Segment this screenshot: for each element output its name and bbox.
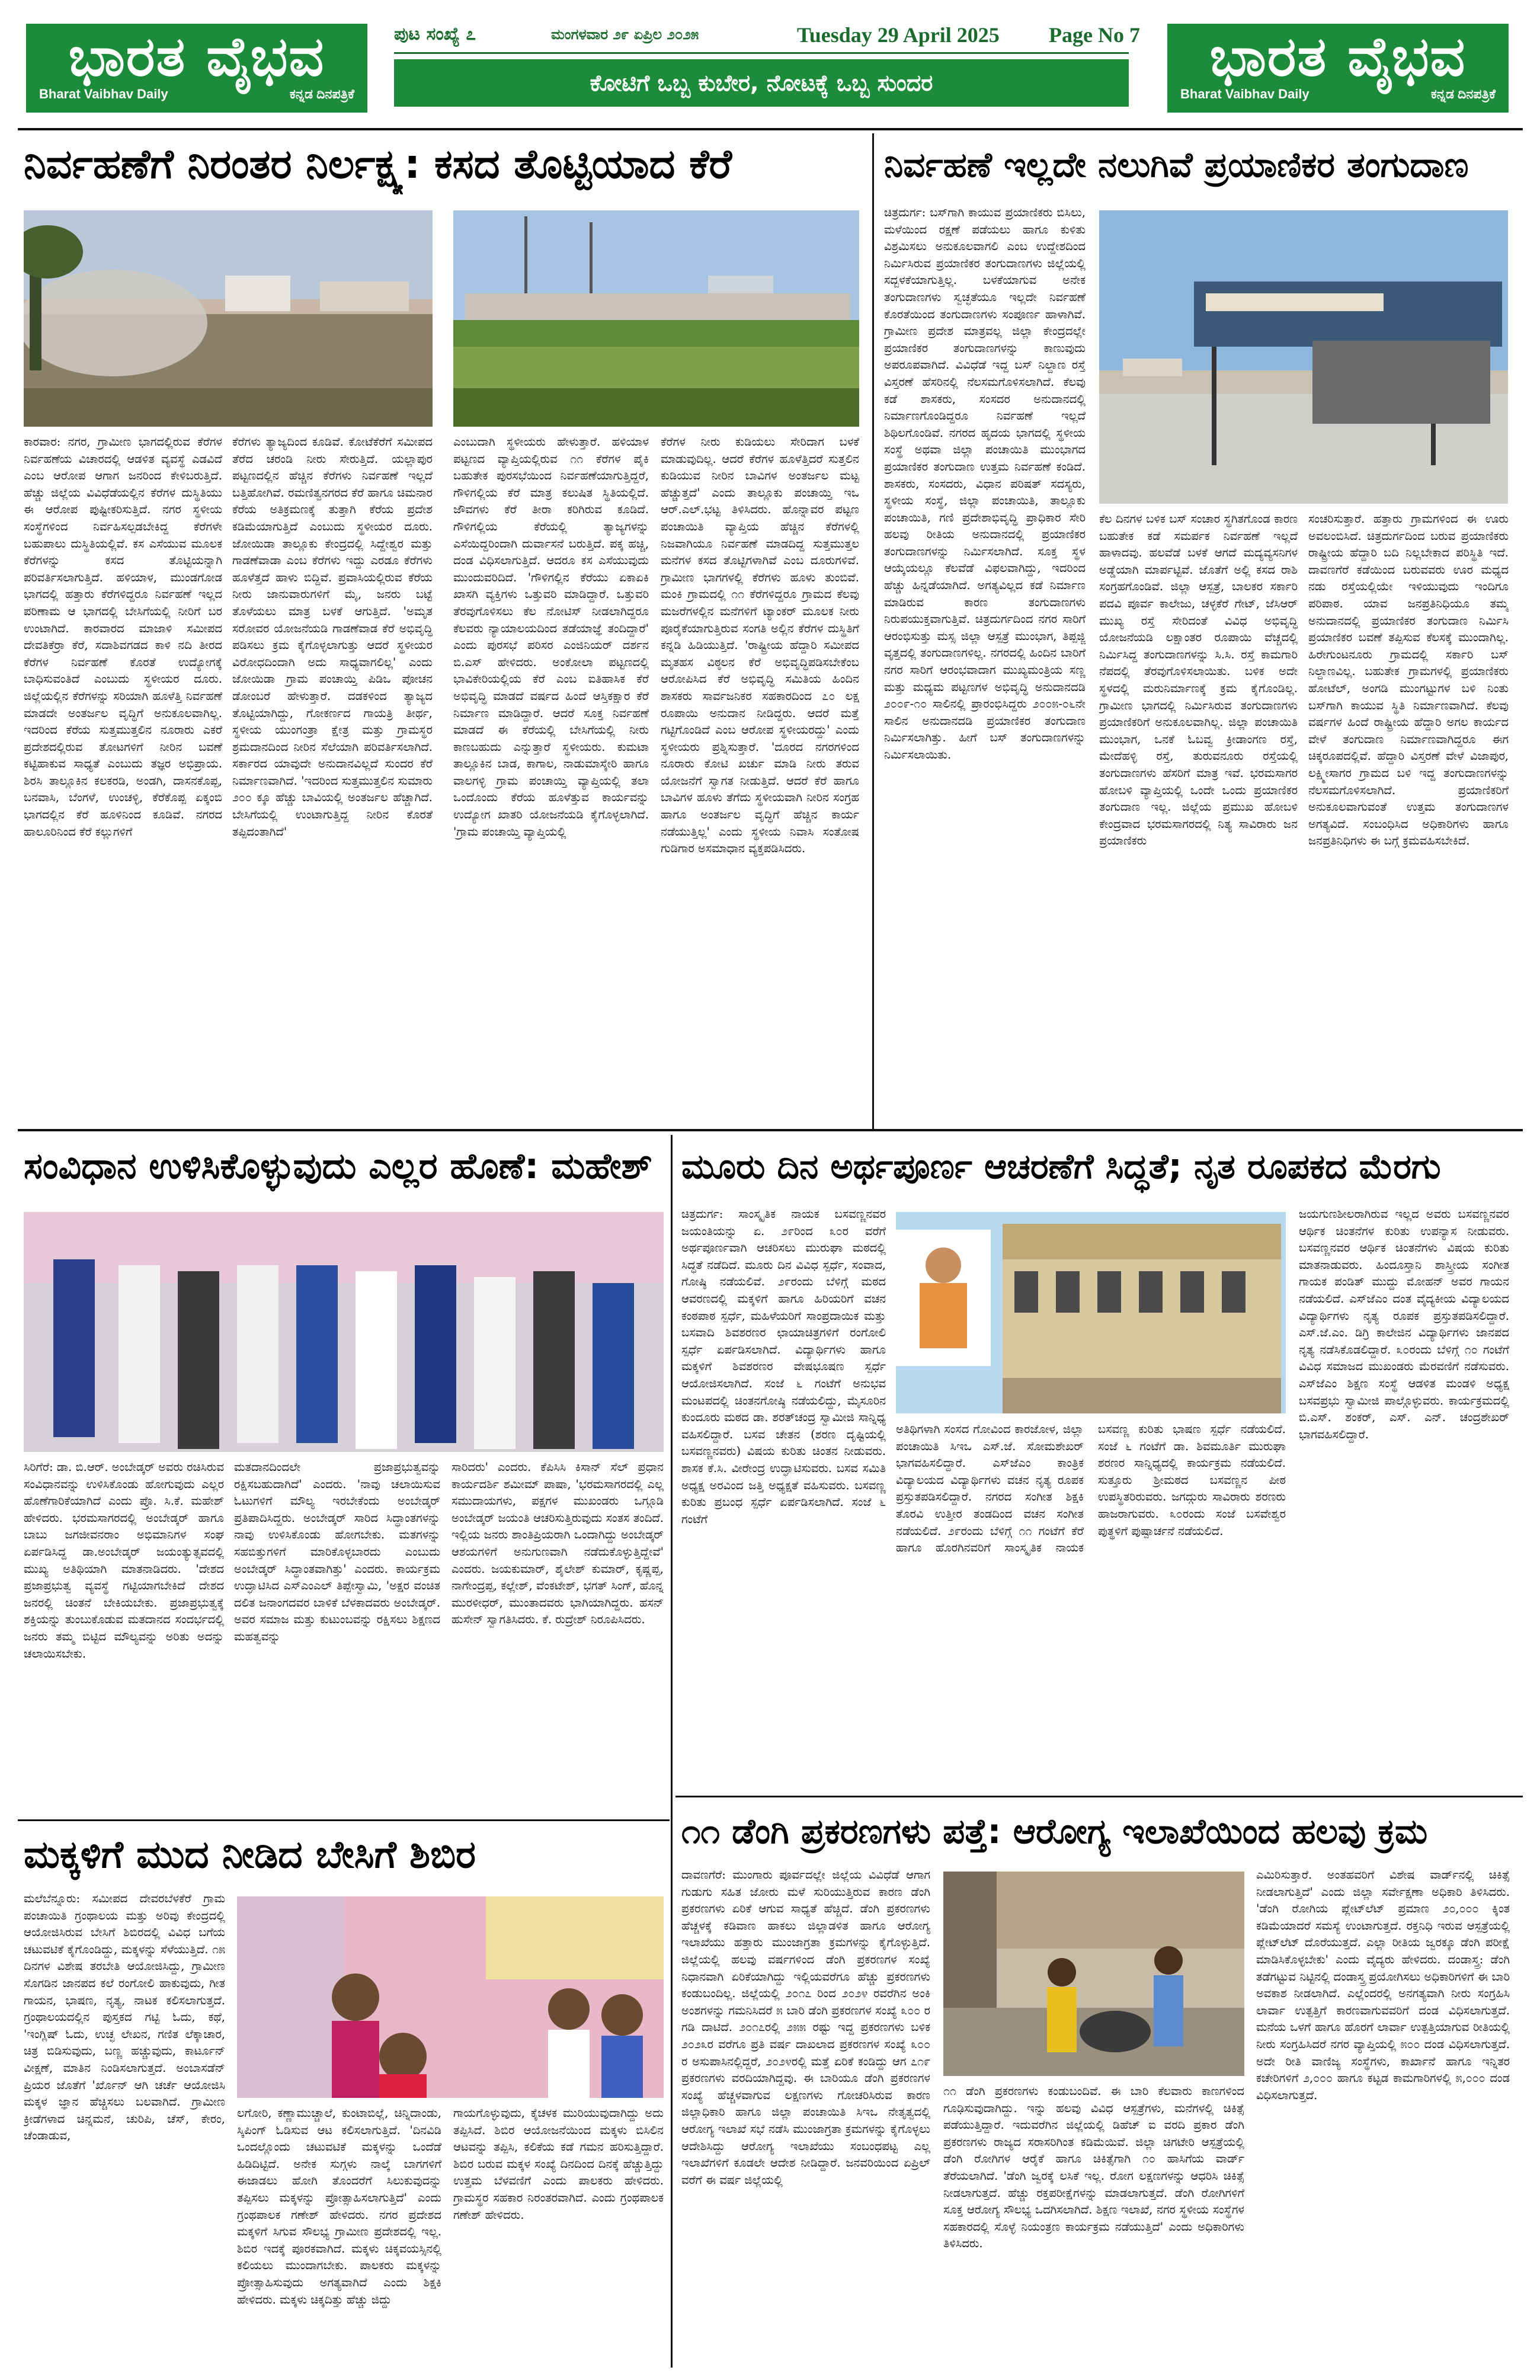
date-en: Tuesday 29 April 2025 (797, 23, 1000, 47)
date-kn: ಮಂಗಳವಾರ ೨೯ ಏಪ್ರಿಲ ೨೦೨೫ (551, 26, 699, 43)
dengue-column-1: ದಾವಣಗೆರೆ: ಮುಂಗಾರು ಪೂರ್ವದಲ್ಲೇ ಜಿಲ್ಲೆಯ ವಿವಿಧೆಡೆ ಆಗಾಗ ಗುಡುಗು ಸಹಿತ ಜೋರು ಮಳೆ ಸುರಿಯುತ್ತಿರುವ ಕಾರಣ ಡೆಂಗಿ ಪ್ರಕರಣಗಳು ಏರಿಕೆ ಆಗುವ ಸಾಧ್ಯತೆ ಹೆಚ್ಚಿದೆ. ಡೆಂಗಿ ಪ್ರಕರಣಗಳು ಹೆಚ್ಚಳಕ್ಕೆ ಕಡಿವಾಣ ಹಾಕಲು ಜಿಲ್ಲಾಡಳಿತ ಹಾಗೂ ಆರೋಗ್ಯ ಇಲಾಖೆಯು ಹತ್ತಾರು ಮುಂಜಾಗ್ರತಾ ಕ್ರಮಗಳನ್ನು ಕೈಗೊಳ್ಳುತ್ತಿದೆ. ಜಿಲ್ಲೆಯಲ್ಲಿ ಹಲವು ವರ್ಷಗಳಿಂದ ಡೆಂಗಿ ಪ್ರಕರಣಗಳ ಸಂಖ್ಯೆ ನಿಧಾನವಾಗಿ ಏರಿಕೆಯಾಗಿದ್ದು ಇಲ್ಲಿಯವರೆಗೂ ಹೆಚ್ಚು ಪ್ರಕರಣಗಳು ಕಂಡುಬಂದಿಲ್ಲ. ಜಿಲ್ಲೆಯಲ್ಲಿ ೨೦೧೭ ರಿಂದ ೨೦೨೪ ರವರೆಗಿನ ಅಂಕಿ ಅಂಶಗಳನ್ನು ಗಮನಿಸಿದರೆ ೫ ಬಾರಿ ಡೆಂಗಿ ಪ್ರಕರಣಗಳ ಸಂಖ್ಯೆ ೩೦೦ ರ ಗಡಿ ದಾಟಿದೆ. ೨೦೧೭ರಲ್ಲಿ ೨೫೫ ರಷ್ಟು ಇದ್ದ ಪ್ರಕರಣಗಳು ಬಳಿಕ ೨೦೨೩ರ ವರೆಗೂ ಪ್ರತಿ ವರ್ಷ ದಾಖಲಾದ ಪ್ರಕರಣಗಳ ಸಂಖ್ಯೆ ೩೦೦ ರ ಅಸುಪಾಸಿನಲ್ಲಿದ್ದರೆ, ೨೦೨೪ರಲ್ಲಿ ಮತ್ತೆ ಏರಿಕೆ ಕಂಡಿದ್ದು ಆಗ ೭೧೯ ಪ್ರಕರಣಗಳು ವರದಿಯಾಗಿದ್ದವು. ಈ ಬಾರಿಯೂ ಡೆಂಗಿ ಪ್ರಕರಣಗಳ ಸಂಖ್ಯೆ ಹೆಚ್ಚಳವಾಗುವ ಲಕ್ಷಣಗಳು ಗೋಚರಿಸಿರುವ ಕಾರಣ ಜಿಲ್ಲಾಧಿಕಾರಿ ಹಾಗೂ ಜಿಲ್ಲಾ ಪಂಚಾಯಿತಿ ಸಿಇಒ ನೇತೃತ್ವದಲ್ಲಿ ಆರೋಗ್ಯ ಇಲಾಖೆ ಸಭೆ ನಡೆಸಿ ಮುಂಜಾಗ್ರತಾ ಕ್ರಮಗಳನ್ನು ಕೈಗೊಳ್ಳಲು ಆದೇಶಿಸಿದ್ದು ಆರೋಗ್ಯ ಇಲಾಖೆಯು ಸಂಬಂಧಪಟ್ಟ ಎಲ್ಲ ಇಲಾಖೆಗಳಿಗೆ ಕೂಡಲೇ ಆದೇಶ ನೀಡಿದ್ದಾರೆ. ಜನವರಿಯಿಂದ ಏಪ್ರಿಲ್ ವರೆಗೆ ಈ ವರ್ಷ ಜಿಲ್ಲೆಯಲ್ಲಿ (681, 1868, 930, 2187)
lake-photo-1 (24, 210, 433, 427)
camp-photo (237, 1896, 664, 2098)
lake-photo-2 (453, 210, 859, 427)
dance-column-3: ಜಯಗುಣಶೀಲರಾಗಿರುವ ಇಲ್ಲದ ಅವರು ಬಸವಣ್ಣನವರ ಆರ್ಥಿಕ ಚಿಂತನೆಗಳ ಕುರಿತು ಉಪನ್ಯಾಸ ನೀಡುವರು. ಬಸವಣ್ಣನವರ ಆರ್ಥಿಕ ಚಿಂತನೆಗಳು ವಿಷಯ ಕುರಿತು ಮಾತನಾಡುವರು. ಹಿಂದೂಸ್ತಾನಿ ಶಾಸ್ತ್ರೀಯ ಸಂಗೀತ ಗಾಯಕ ಪಂಡಿತ್ ಮುದ್ದು ಮೋಹನ್ ಅವರ ಗಾಯನ ನಡೆಯಲಿದೆ. ಎಸ್‌ಜೆಎಂ ದಂತ ವೈದ್ಯಕೀಯ ವಿದ್ಯಾಲಯದ ವಿದ್ಯಾರ್ಥಿಗಳು ನೃತ್ಯ ರೂಪಕ ಪ್ರಸ್ತುತಪಡಿಸಲಿದ್ದಾರೆ. ಎಸ್.ಜೆ.ಎಂ. ಡಿಗ್ರಿ ಕಾಲೇಜಿನ ವಿದ್ಯಾರ್ಥಿಗಳು ಜಾನಪದ ನೃತ್ಯ ನಡೆಸಿಕೊಡಲಿದ್ದಾರೆ. ೩೦ರಂದು ಬೆಳಿಗ್ಗೆ ೧೦ ಗಂಟೆಗೆ ವಿವಿಧ ಸಮಾಜದ ಮುಖಂಡರು ಮೆರವಣಿಗೆ ನಡೆಸುವರು. ಎಸ್‌ಜೆಎಂ ಶಿಕ್ಷಣ ಸಂಸ್ಥೆ ಆಡಳಿತ ಮಂಡಳಿ ಅಧ್ಯಕ್ಷ ಬಸವಪ್ರಭು ಸ್ವಾಮೀಜಿ ಪಾಲ್ಗೊಳ್ಳುವರು. ಕಾರ್ಯಕ್ರಮದಲ್ಲಿ ಬಿ.ಎಸ್. ಶಂಕರ್, ಎಸ್. ಎನ್. ಚಂದ್ರಶೇಖರ್ ಭಾಗವಹಿಸಲಿದ್ದಾರೆ. (1299, 1207, 1509, 1441)
masthead-banner: ಕೋಟಿಗೆ ಒಬ್ಬ ಕುಬೇರ, ನೋಟಕ್ಕೆ ಒಬ್ಬ ಸುಂದರ (394, 59, 1129, 107)
logo-sub-en: Bharat Vaibhav Daily (39, 87, 168, 101)
lake-headline: ನಿರ್ವಹಣೆಗೆ ನಿರಂತರ ನಿರ್ಲಕ್ಷ್ಯ: ಕಸದ ತೊಟ್ಟಿಯಾದ ಕೆರೆ (24, 141, 732, 188)
camp-column-1: ಮಲೆಬೆನ್ನೂರು: ಸಮೀಪದ ದೇವರಬೆಳಕೆರೆ ಗ್ರಾಮ ಪಂಚಾಯಿತಿ ಗ್ರಂಥಾಲಯ ಮತ್ತು ಅರಿವು ಕೇಂದ್ರದಲ್ಲಿ ಆಯೋಜಿಸಿರುವ ಬೇಸಿಗೆ ಶಿಬಿರದಲ್ಲಿ ವಿವಿಧ ಬಗೆಯ ಚಟುವಟಿಕೆ ಕೈಗೊಂಡಿದ್ದು, ಮಕ್ಕಳನ್ನು ಸೆಳೆಯುತ್ತಿದೆ. ೧೫ ದಿನಗಳ ವಿಶೇಷ ತರಬೇತಿ ಆಯೋಜಿಸಿದ್ದು, ಗ್ರಾಮೀಣ ಸೊಗಡಿನ ಜಾನಪದ ಕಲೆ ರಂಗೋಲಿ ಹಾಕುವುದು, ಗೀತ ಗಾಯನ, ಭಾಷಣ, ನೃತ್ಯ, ನಾಟಕ ಕಲಿಸಲಾಗುತ್ತದೆ. ಗ್ರಂಥಾಲಯದಲ್ಲಿನ ಪುಸ್ತಕದ ಗಟ್ಟಿ ಓದು, ಕಥೆ, 'ಇಂಗ್ಲಿಷ್ ಓದು, ಉಚ್ಛ ಲೇಖನ, ಗಣಿತ ಲೆಕ್ಕಾಚಾರ, ಚಿತ್ರ ಬಿಡಿಸುವುದು, ಬಣ್ಣ ಹಚ್ಚುವುದು, ಕಾರ್ಟೂನ್ ವೀಕ್ಷಣೆ, ಮಾತಿನ ನಿಂಡಿಸಲಾಗುತ್ತದೆ. ಅಂಬಾಸಡೆನ್ ಪ್ರಿಯರ ಜೊತೆಗೆ 'ರ್ಖೊನ್ ಆಗಿ ಚರ್ಚೆ ಆಯೋಜಿಸಿ ಮಕ್ಕಳ ಜ್ಞಾನ ಹೆಚ್ಚಿಸಲು ಬಲವಾಗಿದೆ. ಗ್ರಾಮೀಣ ಕ್ರೀಡೆಗಳಾದ ಚಿನ್ನಮನೆ, ಚುರಿಪಿ, ಚೆಸ್, ಕೇರಂ, ಚೆಂಡಾಡುವ, (24, 1892, 225, 2143)
constitution-column-1: ಸಿರಿಗೆರೆ: ಡಾ. ಬಿ.ಆರ್. ಅಂಬೇಡ್ಕರ್ ಅವರು ರಚಿಸಿರುವ ಸಂವಿಧಾನವನ್ನು ಉಳಿಸಿಕೊಂಡು ಹೋಗುವುದು ಎಲ್ಲರ ಹೊಣೆಗಾರಿಕೆಯಾಗಿದೆ ಎಂದು ಪ್ರೊ. ಸಿ.ಕೆ. ಮಹೇಶ್ ಹೇಳಿದರು. ಭರಮಸಾಗರದಲ್ಲಿ ಅಂಬೇಡ್ಕರ್ ಹಾಗೂ ಬಾಬು ಜಗಜೀವನರಾಂ ಅಭಿಮಾನಿಗಳ ಸಂಘ ಏರ್ಪಡಿಸಿದ್ದ ಡಾ.ಅಂಬೇಡ್ಕರ್ ಜಯಂತ್ಯುತ್ಸವದಲ್ಲಿ ಮುಖ್ಯ ಅತಿಥಿಯಾಗಿ ಮಾತನಾಡಿದರು. 'ದೇಶದ ಪ್ರಜಾಪ್ರಭುತ್ವ ವ್ಯವಸ್ಥೆ ಗಟ್ಟಿಯಾಗಬೇಕಿದೆ ದೇಶದ ಜನರಲ್ಲಿ ಚಿಂತನೆ ಬೇಕಿಯಬೇಕು. ಪ್ರಜಾಪ್ರಭುತ್ವಕ್ಕೆ ಶಕ್ತಿಯನ್ನು ತುಂಬುಕೊಡುವ ಮತದಾನದ ಸಂದರ್ಭದಲ್ಲಿ ಜನರು ತಮ್ಮ ಬಿಟ್ಟಿದ ಮೌಲ್ಯವನ್ನು ಅರಿತು ಅದನ್ನು ಚಲಾಯಿಸಬೇಕು. (24, 1460, 224, 1661)
constitution-column-3: ಸಾರಿದರು' ಎಂದರು. ಕೆಪಿಸಿಸಿ ಕಿಸಾನ್ ಸೆಲ್ ಪ್ರಧಾನ ಕಾರ್ಯದರ್ಶಿ ಶಮೀಮ್ ಪಾಷಾ, 'ಭರಮಸಾಗರದಲ್ಲಿ ಎಲ್ಲ ಸಮುದಾಯಗಳು, ಪಕ್ಷಗಳ ಮುಖಂಡರು ಒಗ್ಗೂಡಿ ಅಂಬೇಡ್ಕರ್ ಜಯಂತಿ ಆಚರಿಸುತ್ತಿರುವುದು ಸಂತಸ ತಂದಿದೆ. ಇಲ್ಲಿಯ ಜನರು ಶಾಂತಿಪ್ರಿಯರಾಗಿ ಒಂದಾಗಿದ್ದು ಅಂಬೇಡ್ಕರ್ ಆಶಯಗಳಿಗೆ ಅನುಗುಣವಾಗಿ ನಡೆದುಕೊಳ್ಳುತ್ತಿದ್ದೇವೆ' ಎಂದರು. ಜಯಕುಮಾರ್, ಶೈಲೇಶ್ ಕುಮಾರ್, ಕೃಷ್ಣಪ್ಪ, ನಾಗೇಂದ್ರಪ್ಪ, ಕಲ್ಲೇಶ್, ವೆಂಕಟೇಶ್, ಭಗತ್ ಸಿಂಗ್, ಹೊನ್ನ ಮುರಳೀಧರ್, ಮುಂತಾದವರು ಭಾಗಿಯಾಗಿದ್ದರು. ಹಸನ್ ಹುಸೇನ್ ಸ್ವಾಗತಿಸಿದರು. ಕೆ. ರುದ್ರೇಶ್ ನಿರೂಪಿಸಿದರು. (452, 1460, 664, 1627)
lake-column-2: ಕೆರೆಗಳು ತ್ಯಾಜ್ಯದಿಂದ ಕೂಡಿವೆ. ಕೋಟೆಕೆರೆಗೆ ಸಮೀಪದ ತೆರೆದ ಚರಂಡಿ ನೀರು ಸೇರುತ್ತಿದೆ. ಯಲ್ಲಾಪುರ ಪಟ್ಟಣದಲ್ಲಿನ ಹೆಚ್ಚಿನ ಕೆರೆಗಳು ನಿರ್ವಹಣೆ ಇಲ್ಲದೆ ಬತ್ತಿಹೋಗಿವೆ. ರಮಣಿತ್ವನಗರದ ಕೆರೆ ಹಾಗೂ ಚಿಮನಾರ ಕೆರೆಯ ಅತಿಕ್ರಮಣಕ್ಕೆ ತುತ್ತಾಗಿ ಕೆರೆಯ ಪ್ರದೇಶ ಕಡಿಮೆಯಾಗುತ್ತಿದೆ ಎಂಬುದು ಸ್ಥಳೀಯರ ದೂರು. ಜೋಯಿಡಾ ತಾಲ್ಲೂಕು ಕೇಂದ್ರದಲ್ಲಿ ಸಿದ್ದೇಶ್ವರ ಮತ್ತು ಗಾಡಣೆವಾಡಾ ಎಂಬ ಕೆರೆಗಳು ಇದ್ದು ಎರಡೂ ಕೆರೆಗಳು ಹೂಳೆತ್ತದೆ ಹಾಳು ಬಿದ್ದಿವೆ. ಪ್ರವಾಸಿಯಲ್ಲಿರುವ ಕೆರೆಯ ನೀರು ಜಾನುವಾರುಗಳಿಗೆ ಮೈ, ಜನರು ಬಟ್ಟೆ ತೊಳೆಯಲು ಮಾತ್ರ ಬಳಕೆ ಆಗುತ್ತಿದೆ. 'ಅಮೃತ ಸರೋವರ ಯೋಜನೆಯಡಿ ಗಾಡಣೆವಾಡ ಕೆರೆ ಅಭಿವೃದ್ಧಿ ಪಡಿಸಲು ಕ್ರಮ ಕೈಗೊಳ್ಳಲಾಗುತ್ತು ಆದರೆ ಸ್ಥಳೀಯರ ವಿರೋಧದಿಂದಾಗಿ ಅದು ಸಾಧ್ಯವಾಗಲಿಲ್ಲ' ಎಂದು ಜೋಯಿಡಾ ಗ್ರಾಮ ಪಂಚಾಯ್ತಿ ಪಿಡಿಒ ಪೋಚನ ಡೋಂಬರೆ ಹೇಳುತ್ತಾರೆ. ದಡಕಳಿಂದ ತ್ಯಾಜ್ಯದ ತೊಟ್ಟಿಯಾಗಿದ್ದು, ಗೋಕರ್ಣದ ಗಾಯತ್ರಿ ತೀರ್ಥ, ಸ್ಥಳೀಯ ಯುಂಗಂತ್ರಾ ಕ್ಷೇತ್ರ ಮತ್ತು ಗ್ರಾಮಸ್ಥರ ಶ್ರಮದಾನದಿಂದ ನೀರಿನ ಸೆಲೆಯಾಗಿ ಪರಿವರ್ತಿಸಲಾಗಿದೆ. ಸರ್ಕಾರದ ಯಾವುದೇ ಅನುದಾನವಿಲ್ಲದೆ ಸುಂದರ ಕೆರೆ ನಿರ್ಮಾಣವಾಗಿದೆ. 'ಇದರಿಂದ ಸುತ್ತಮುತ್ತಲಿನ ಸುಮಾರು ೨೦೦ ಕ್ಕೂ ಹೆಚ್ಚು ಬಾವಿಯಲ್ಲಿ ಅಂತರ್ಜಲ ಹೆಚ್ಚಾಗಿದೆ. ಬೇಸಿಗೆಯಲ್ಲಿ ಉಂಟಾಗುತ್ತಿದ್ದ ನೀರಿನ ಕೊರತೆ ತಪ್ಪಿದಂತಾಗಿದೆ' (232, 435, 433, 839)
camp-headline: ಮಕ್ಕಳಿಗೆ ಮುದ ನೀಡಿದ ಬೇಸಿಗೆ ಶಿಬಿರ (24, 1833, 476, 1877)
logo-sub-en-right: Bharat Vaibhav Daily (1180, 87, 1310, 101)
bus-column-1: ಚಿತ್ರದುರ್ಗ: ಬಸ್‌ಗಾಗಿ ಕಾಯುವ ಪ್ರಯಾಣಿಕರು ಬಿಸಿಲು, ಮಳೆಯಿಂದ ರಕ್ಷಣೆ ಪಡೆಯಲು ಹಾಗೂ ಕುಳಿತು ವಿಶ್ರಮಿಸಲು ಅನುಕೂಲವಾಗಲಿ ಎಂಬ ಉದ್ದೇಶದಿಂದ ನಿರ್ಮಿಸಿರುವ ಪ್ರಯಾಣಿಕರ ತಂಗುದಾಣಗಳು ಜಿಲ್ಲೆಯಲ್ಲಿ ಸದ್ಬಳಕೆಯಾಗುತ್ತಿಲ್ಲ. ಬಳಕೆಯಾಗುವ ಅನೇಕ ತಂಗುದಾಣಗಳು ಸ್ವಚ್ಛತೆಯೂ ಇಲ್ಲದೇ ನಿರ್ವಹಣೆ ಕೊರತೆಯಿಂದ ತಂಗುದಾಣಗಳು ಸಂಪೂರ್ಣ ಹಾಳಾಗಿವೆ. ಗ್ರಾಮೀಣ ಪ್ರದೇಶ ಮಾತ್ರವಲ್ಲ ಜಿಲ್ಲಾ ಕೇಂದ್ರದಲ್ಲೇ ಪ್ರಯಾಣಿಕರ ತಂಗುದಾಣಗಳನ್ನು ಕಾಣುವುದು ಅಪರೂಪವಾಗಿದೆ. ವಿವಿಧೆಡೆ ಇದ್ದ ಬಸ್ ನಿಲ್ದಾಣ ರಸ್ತೆ ವಿಸ್ತರಣೆ ಹೆಸರಿನಲ್ಲಿ ನೆಲಸಮಗೊಳಿಸಲಾಗಿದೆ. ಕೆಲವು ಕಡೆ ಶಾಸಕರು, ಸಂಸದರ ಅನುದಾನದಲ್ಲಿ ನಿರ್ಮಾಣಗೊಂಡಿದ್ದರೂ ನಿರ್ವಹಣೆ ಇಲ್ಲದೆ ಶಿಥಿಲಗೊಂಡಿವೆ. ನಗರದ ಹೃದಯ ಭಾಗದಲ್ಲಿ ಸ್ಥಳೀಯ ಸಂಸ್ಥೆ ಅಥವಾ ಜಿಲ್ಲಾ ಪಂಚಾಯಿತಿ ಮುಂಭಾಗದ ಪ್ರಯಾಣಿಕರ ತಂಗುದಾಣ ಉತ್ತಮ ನಿರ್ವಹಣೆ ಕಂಡಿದೆ. ಶಾಸಕರು, ಸಂಸದರು, ವಿಧಾನ ಪರಿಷತ್ ಸದಸ್ಯರು, ಸ್ಥಳೀಯ ಸಂಸ್ಥೆ, ಜಿಲ್ಲಾ ಪಂಚಾಯಿತಿ, ತಾಲ್ಲೂಕು ಪಂಚಾಯಿತಿ, ಗಣಿ ಪ್ರದೇಶಾಭಿವೃದ್ಧಿ ಪ್ರಾಧಿಕಾರ ಸೇರಿ ಹಲವು ರೀತಿಯ ಅನುದಾನದಲ್ಲಿ ಪ್ರಯಾಣಿಕರ ತಂಗುದಾಣಗಳನ್ನು ನಿರ್ಮಿಸಲಾಗಿದೆ. ಸೂಕ್ತ ಸ್ಥಳ ಆಯ್ಕೆಯಲ್ಲೂ ಕೆಲವೆಡೆ ವಿಫಲವಾಗಿದ್ದು, ಇದರಿಂದ ಹೆಚ್ಚು ಹಿನ್ನಡೆಯಾಗಿದೆ. ಅಗತ್ಯವಿಲ್ಲದ ಕಡೆ ನಿರ್ಮಾಣ ಮಾಡಿರುವ ಕಾರಣ ತಂಗುದಾಣಗಳು ನಿರುಪಯುಕ್ತವಾಗುತ್ತಿವೆ. ಚಿತ್ರದುರ್ಗದಿಂದ ನಗರ ಸಾರಿಗೆ ಆರಂಭಿಸುತ್ತು ಮಸ್ಸ ಜಿಲ್ಲಾ ಆಸ್ಪತ್ರೆ ಮುಂಭಾಗ, ತಿಪ್ಪಜ್ಜಿ ವೃತ್ತದಲ್ಲಿ ತಂಗುದಾಣಗಳಿಲ್ಲ. ನಗರದಲ್ಲಿ ಹಿಂದಿನ ಬಾರಿಗೆ ನಗರ ಸಾರಿಗೆ ಆರಂಭವಾದಾಗ ಮುಖ್ಯಮಂತ್ರಿಯ ಸಣ್ಣ ಮತ್ತು ಮಧ್ಯಮ ಪಟ್ಟಣಗಳ ಅಭಿವೃದ್ಧಿ ಅನುದಾನದಡಿ ೨೦೦೯-೧೦ ಸಾಲಿನಲ್ಲಿ ಪ್ರಾರಂಭಿಸಿದ್ದರು ೨೦೦೫-೦೬ನೇ ಸಾಲಿನ ಅನುದಾನದಡಿ ಪ್ರಯಾಣಿಕರ ತಂಗುದಾಣ ನಿರ್ಮಿಸಲಾಗಿತ್ತು. ಹೀಗೆ ಬಸ್ ತಂಗುದಾಣಗಳನ್ನು ನಿರ್ಮಿಸಲಾಯಿತು. (884, 206, 1086, 762)
page-no: Page No 7 (1049, 23, 1140, 47)
logo-title: ಭಾರತ ವೈಭವ (68, 25, 325, 88)
dengue-column-2: ೧೧ ಡೆಂಗಿ ಪ್ರಕರಣಗಳು ಕಂಡುಬಂದಿವೆ. ಈ ಬಾರಿ ಕೆಲವಾರು ಕಾಣಗಳಿಂದ ಗೂಢಿಸುವುದಾಗಿದ್ದು. ಇನ್ನು ಹಲವು ವಿವಿಧ ಆಸ್ಪತ್ರೆಗಳು, ಮನೆಗಳಲ್ಲಿ ಚಿಕಿತ್ಸೆ ಪಡೆಯುತ್ತಿದ್ದಾರೆ. ಇದುವರೆಗಿನ ಜಿಲ್ಲೆಯಲ್ಲಿ ಡಿಹೆಚ್ ಐ ವರದಿ ಪ್ರಕಾರ ಡೆಂಗಿ ಪ್ರಕರಣಗಳು ರಾಜ್ಯದ ಸರಾಸರಿಗಿಂತ ಕಡಿಮೆಯಿವೆ. ಜಿಲ್ಲಾ ಚಿಗಟೇರಿ ಆಸ್ಪತ್ರೆಯಲ್ಲಿ ಡೆಂಗಿ ರೋಗಿಗಳ ಆರೈಕೆ ಹಾಗೂ ಚಿಕಿತ್ಸೆಗಾಗಿ ೧೦ ಹಾಸಿಗೆಯ ವಾರ್ಡ್ ತೆರೆಯಲಾಗಿದೆ. 'ಡೆಂಗಿ ಜ್ವರಕ್ಕೆ ಲಸಿಕೆ ಇಲ್ಲ. ರೋಗ ಲಕ್ಷಣಗಳನ್ನು ಆಧರಿಸಿ ಚಿಕಿತ್ಸೆ ನೀಡಲಾಗುತ್ತದೆ. ಹೆಚ್ಚು ರಕ್ತಪರೀಕ್ಷೆಗಳನ್ನು ಮಾಡಲಾಗುತ್ತದೆ. ಡೆಂಗಿ ರೋಗಿಗಳಿಗೆ ಸೂಕ್ತ ಆರೋಗ್ಯ ಸೌಲಭ್ಯ ಒದಗಿಸಲಾಗಿದೆ. ಶಿಕ್ಷಣ ಇಲಾಖೆ, ನಗರ ಸ್ಥಳೀಯ ಸಂಸ್ಥೆಗಳ ಸಹಕಾರದಲ್ಲಿ ಸೊಳ್ಳೆ ನಿಯಂತ್ರಣ ಕಾರ್ಯಕ್ರಮ ನಡೆಯುತ್ತಿದೆ' ಎಂದು ಅಧಿಕಾರಿಗಳು ತಿಳಿಸಿದರು. (943, 2084, 1244, 2251)
middle-rule (18, 1129, 1523, 1131)
bus-headline: ನಿರ್ವಹಣೆ ಇಲ್ಲದೇ ನಲುಗಿವೆ ಪ್ರಯಾಣಿಕರ ತಂಗುದಾಣ (884, 145, 1469, 185)
camp-column-3: ಗಾಯಗೊಳ್ಳುವುದು, ಕೈಚಳಕ ಮುರಿಯುವುದಾಗಿದ್ದು ಅದು ತಪ್ಪಿಸಿದೆ. ಶಿಬಿರ ಆಯೋಜನೆಯಿಂದ ಮಕ್ಕಳು ಬಿಸಿಲಿನ ಆಟವನ್ನು ತಪ್ಪಿಸಿ, ಕಲಿಕೆಯ ಕಡೆ ಗಮನ ಹರಿಸುತ್ತಿದ್ದಾರೆ. ಶಿಬಿರ ಬರುವ ಮಕ್ಕಳ ಸಂಖ್ಯೆ ದಿನದಿಂದ ದಿನಕ್ಕೆ ಹೆಚ್ಚುತ್ತಿದ್ದು ಉತ್ತಮ ಬೆಳವಣಿಗೆ ಎಂದು ಪಾಲಕರು ಹೇಳಿದರು. ಗ್ರಾಮಸ್ಥರ ಸಹಕಾರ ನಿರಂತರವಾಗಿದೆ. ಎಂದು ಗ್ರಂಥಪಾಲಕ ಗಣೇಶ್ ಹೇಳಿದರು. (453, 2106, 664, 2222)
page-number-kn: ಪುಟ ಸಂಖ್ಯೆ ೭ (394, 24, 476, 44)
dengue-headline: ೧೧ ಡೆಂಗಿ ಪ್ರಕರಣಗಳು ಪತ್ತೆ: ಆರೋಗ್ಯ ಇಲಾಖೆಯಿಂದ ಹಲವು ಕ್ರಮ (681, 1811, 1428, 1851)
top-rule (18, 128, 1523, 130)
logo-sub-kn: ಕನ್ನಡ ದಿನಪತ್ರಿಕೆ (289, 87, 354, 101)
bus-column-3: ಸಂಚರಿಸುತ್ತಾರೆ. ಹತ್ತಾರು ಗ್ರಾಮಗಳಿಂದ ಈ ಊರು ಅವಲಂಬಿಸಿದೆ. ಚಿತ್ರದುರ್ಗದಿಂದ ಬರುವ ಪ್ರಯಾಣಿಕರು ರಾಷ್ಟ್ರೀಯ ಹೆದ್ದಾರಿ ಬದಿ ನಿಲ್ಲಬೇಕಾದ ಪರಿಸ್ಥಿತಿ ಇದೆ. ದಾವಣಗೆರೆ ಕಡೆಯಿಂದ ಬರುವವರು ಊರ ಮಧ್ಯದ ನಡು ರಸ್ತೆಯಲ್ಲಿಯೇ ಇಳಿಯುವುದು ಇಂದಿಗೂ ಪರಿಪಾಠ. ಯಾವ ಜನಪ್ರತಿನಿಧಿಯೂ ತಮ್ಮ ಅನುದಾನದಲ್ಲಿ ಪ್ರಯಾಣಿಕರ ತಂಗುದಾಣ ನಿರ್ಮಿಸಿ ಪ್ರಯಾಣಿಕರ ಬವಣೆ ತಪ್ಪಿಸುವ ಕೆಲಸಕ್ಕೆ ಮುಂದಾಗಿಲ್ಲ. ಹಿರೇಗುಂಟನೂರು ಗ್ರಾಮದಲ್ಲಿ ಸರ್ಕಾರಿ ಬಸ್ ನಿಲ್ದಾಣವಿಲ್ಲ. ಬಹುತೇಕ ಗ್ರಾಮಗಳಲ್ಲಿ ಪ್ರಯಾಣಿಕರು ಹೋಟೆಲ್, ಅಂಗಡಿ ಮುಂಗಟ್ಟುಗಳ ಬಳಿ ನಿಂತು ಬಸ್‌ಗಾಗಿ ಕಾಯುವ ಸ್ಥಿತಿ ನಿರ್ಮಾಣವಾಗಿದೆ. ಕೆಲವು ವರ್ಷಗಳ ಹಿಂದೆ ರಾಷ್ಟ್ರೀಯ ಹೆದ್ದಾರಿ ಅಗಲ ಕಾರ್ಯದ ವೇಳೆ ತಂಗುದಾಣ ನಿರ್ಮಾಣವಾಗಿದ್ದರೂ ಈಗ ಚಿಕ್ಕರೂಪದಲ್ಲಿವೆ. ಹೆದ್ದಾರಿ ವಿಸ್ತರಣೆ ವೇಳೆ ವಿಜಾಪುರ, ಲಕ್ಷ್ಮೀಸಾಗರ ಗ್ರಾಮದ ಬಳಿ ಇದ್ದ ತಂಗುದಾಣಗಳನ್ನು ನೆಲಸಮಗೊಳಿಸಲಾಗಿದೆ. ಪ್ರಯಾಣಿಕರಿಗೆ ಅನುಕೂಲವಾಗುವಂತೆ ಉತ್ತಮ ತಂಗುದಾಣಗಳ ಅಗತ್ಯವಿದೆ. ಸಂಬಂಧಿಸಿದ ಅಧಿಕಾರಿಗಳು ಹಾಗೂ ಜನಪ್ರತಿನಿಧಿಗಳು ಈ ಬಗ್ಗೆ ಕ್ರಮವಹಿಸಬೇಕಿದೆ. (1308, 512, 1509, 848)
dance-column-1: ಚಿತ್ರದುರ್ಗ: ಸಾಂಸ್ಕೃತಿಕ ನಾಯಕ ಬಸವಣ್ಣನವರ ಜಯಂತಿಯನ್ನು ಏ. ೨೯ರಿಂದ ೩೦ರ ವರೆಗೆ ಅರ್ಥಪೂರ್ಣವಾಗಿ ಆಚರಿಸಲು ಮುರುಘಾ ಮಠದಲ್ಲಿ ಸಿದ್ಧತೆ ನಡೆದಿದೆ. ಮೂರು ದಿನ ವಿವಿಧ ಸ್ಪರ್ಧೆ, ಸಂವಾದ, ಗೋಷ್ಠಿ ನಡೆಯಲಿವೆ. ೨೯ರಂದು ಬೆಳಿಗ್ಗೆ ಮಠದ ಆವರಣದಲ್ಲಿ ಮಕ್ಕಳಿಗೆ ಹಾಗೂ ಹಿರಿಯರಿಗೆ ವಚನ ಕಂಠಪಾಠ ಸ್ಪರ್ಧೆ, ಮಹಿಳೆಯರಿಗೆ ಸಾಂಪ್ರದಾಯಿಕ ಮತ್ತು ಬಸವಾದಿ ಶಿವಶರಣರ ಛಾಯಾಚಿತ್ರಗಳಿಗೆ ರಂಗೋಲಿ ಸ್ಪರ್ಧೆ ಏರ್ಪಡಿಸಲಾಗಿದೆ. ವಿದ್ಯಾರ್ಥಿಗಳು ಹಾಗೂ ಮಕ್ಕಳಿಗೆ ಶಿವಶರಣರ ವೇಷಭೂಷಣ ಸ್ಪರ್ಧೆ ಆಯೋಜಿಸಲಾಗಿದೆ. ಸಂಜೆ ೬ ಗಂಟೆಗೆ ಅನುಭವ ಮಂಟಪದಲ್ಲಿ ಚಿಂತನಗೋಷ್ಠಿ ನಡೆಯಲಿದ್ದು, ಮೈಸೂರಿನ ಕುಂದೂರು ಮಠದ ಡಾ. ಶರತ್‌ಚಂದ್ರ ಸ್ವಾಮೀಜಿ ಸಾನ್ನಿಧ್ಯ ವಹಿಸಲಿದ್ದಾರೆ. ಬಸವ ಚೇತನ (ಶರಣ ದೃಷ್ಟಿಯಲ್ಲಿ ಬಸವಣ್ಣನವರು) ವಿಷಯ ಕುರಿತು ಚಿಂತನ ನೀಡುವರು. ಶಾಸಕ ಕೆ.ಸಿ. ವೀರೇಂದ್ರ ಉದ್ಘಾಟಿಸುವರು. ಬಸವ ಸಮಿತಿ ಅಧ್ಯಕ್ಷ ಅರವಿಂದ ಜತ್ತಿ ಅಧ್ಯಕ್ಷತೆ ವಹಿಸುವರು. ಬಸವಣ್ಣ ಕುರಿತು ಪ್ರಬಂಧ ಸ್ಪರ್ಧೆ ಏರ್ಪಡಿಸಲಾಗಿದೆ. ಸಂಜೆ ೬ ಗಂಟೆಗೆ (681, 1207, 886, 1526)
masthead-logo-right (1167, 24, 1509, 113)
dance-column-2: ಅತಿಥಿಗಳಾಗಿ ಸಂಸದ ಗೋವಿಂದ ಕಾರಜೋಳ, ಜಿಲ್ಲಾ ಪಂಚಾಯಿತಿ ಸಿಇಒ ಎಸ್.ಜೆ. ಸೋಮಶೇಖರ್ ಭಾಗವಹಿಸಲಿದ್ದಾರೆ. ಎಸ್‌ಜೆಎಂ ಕಾಂತ್ರಿಕ ವಿದ್ಯಾಲಯದ ವಿದ್ಯಾರ್ಥಿಗಳು ವಚನ ನೃತ್ಯ ರೂಪಕ ಪ್ರಸ್ತುತಪಡಿಸಲಿದ್ದಾರೆ. ನಗರದ ಸಂಗೀತ ಶಿಕ್ಷಕಿ ತೊರವಿ ಉತ್ತೀರ ತಂಡದಿಂದ ವಚನ ಸಂಗೀತ ನಡೆಯಲಿದೆ. ೨೯ರಂದು ಬೆಳಿಗ್ಗೆ ೧೧ ಗಂಟೆಗೆ ಕೆರೆ ಹಾಗೂ ಹೊರಗಿನವರಿಗೆ ಸಾಂಸ್ಕೃತಿಕ ನಾಯಕ ಬಸವಣ್ಣ ಕುರಿತು ಭಾಷಣ ಸ್ಪರ್ಧೆ ನಡೆಯಲಿದೆ. ಸಂಜೆ ೬ ಗಂಟೆಗೆ ಡಾ. ಶಿವಮೂರ್ತಿ ಮುರುಘಾ ಶರಣರ ಸಾನ್ನಿಧ್ಯದಲ್ಲಿ ಕಾರ್ಯಕ್ರಮ ನಡೆಯಲಿದೆ. ಸುತ್ತೂರು ಶ್ರೀಮಠದ ಬಸವಣ್ಣನ ಪೀಠ ಉಪಸ್ಥಿತರಿರುವರು. ಜಗದ್ಗುರು ಸಾವಿರಾರು ಶರಣರು ಹಾಜರಾಗುವರು. ೩೦ರಂದು ಸಂಜೆ ಬಸವೇಶ್ವರ ಪುತ್ಥಳಿಗೆ ಪುಷ್ಪಾರ್ಚನೆ ನಡೆಯಲಿದೆ. (896, 1422, 1286, 1555)
bus-shelter-photo (1099, 210, 1508, 504)
logo-sub-kn-right: ಕನ್ನಡ ದಿನಪತ್ರಿಕೆ (1430, 87, 1496, 101)
masthead-rule (394, 52, 1129, 54)
logo-title-right: ಭಾರತ ವೈಭವ (1209, 25, 1467, 88)
lower-right-rule (675, 1796, 1523, 1797)
dengue-photo (943, 1872, 1244, 2076)
dengue-column-3: ಎಮಿರಿಸುತ್ತಾರೆ. ಅಂತಹವರಿಗೆ ವಿಶೇಷ ವಾರ್ಡ್‌ನಲ್ಲಿ ಚಿಕಿತ್ಸೆ ನೀಡಲಾಗುತ್ತಿದೆ' ಎಂದು ಜಿಲ್ಲಾ ಸರ್ವೇಕ್ಷಣಾ ಅಧಿಕಾರಿ ತಿಳಿಸಿದರು. 'ಡೆಂಗಿ ರೋಗಿಯ ಪ್ಲೇಟ್‌ಲೆಟ್ ಪ್ರಮಾಣ ೨೦,೦೦೦ ಕ್ಕಿಂತ ಕಡಿಮೆಯಾದರೆ ಸಮಸ್ಯೆ ಉಂಟಾಗುತ್ತದೆ. ರಕ್ತನಿಧಿ ಇರುವ ಆಸ್ಪತ್ರೆಯಲ್ಲಿ ಪ್ಲೇಟ್‌ಲೆಟ್ ದೊರೆಯುತ್ತದೆ. ಎಲ್ಲಾ ರೀತಿಯ ಜ್ವರಕ್ಕೂ ಡೆಂಗಿ ಪರೀಕ್ಷೆ ಮಾಡಿಸಿಕೊಳ್ಳಬೇಕು' ಎಂದು ವೈದ್ಯರು ಹೇಳಿದರು. ದಂಡಾಸ್ತ್ರ: ಡೆಂಗಿ ತಡೆಗಟ್ಟುವ ನಿಟ್ಟಿನಲ್ಲಿ ದಂಡಾಸ್ತ್ರ ಪ್ರಯೋಗಿಸಲು ಅಧಿಕಾರಿಗಳಿಗೆ ಈ ಬಾರಿ ಅವಕಾಶ ನೀಡಲಾಗಿದೆ. ಎಲ್ಲೆಂದರಲ್ಲಿ ಅನಗತ್ಯವಾಗಿ ನೀರು ಸಂಗ್ರಹಿಸಿ ಲಾರ್ವಾ ಉತ್ಪತ್ತಿಗೆ ಕಾರಣವಾಗುವವರಿಗೆ ದಂಡ ವಿಧಿಸಲಾಗುತ್ತದೆ. ಮನೆಯ ಒಳಗೆ ಹಾಗೂ ಹೊರಗೆ ಲಾರ್ವಾ ಉತ್ಪತ್ತಿಯಾಗುವ ರೀತಿಯಲ್ಲಿ ನೀರು ಸಂಗ್ರಹಿಸಿದರೆ ನಗರ ವ್ಯಾಪ್ತಿಯಲ್ಲಿ ೫೦೦ ದಂಡ ವಿಧಿಸಲಾಗುತ್ತದೆ. ಅದೇ ರೀತಿ ವಾಣಿಜ್ಯ ಸಂಸ್ಥೆಗಳು, ಕಾರ್ಖಾನೆ ಹಾಗೂ ಇನ್ನಿತರ ಕಚೇರಿಗಳಿಗೆ ೨,೦೦೦ ಹಾಗೂ ಕಟ್ಟಡ ಕಾಮಗಾರಿಗಳಲ್ಲಿ ೫,೦೦೦ ದಂಡ ವಿಧಿಸಲಾಗುತ್ತದೆ. (1256, 1868, 1510, 2102)
camp-column-2: ಲಗೋರಿ, ಕಣ್ಣಾಮುಚ್ಚಾಲೆ, ಕುಂಟಾಬಿಲ್ಲೆ, ಚಿನ್ನಿದಾಂಡು, ಸ್ಕಿಪಿಂಗ್ ಓಡಿಸುವ ಆಟ ಕಲಿಸಲಾಗುತ್ತಿದೆ. 'ದಿನವಿಡಿ ಒಂದಲ್ಲೊಂದು ಚಟುವಟಿಕೆ ಮಕ್ಕಳನ್ನು ಒಂದೆಡೆ ಹಿಡಿದಿಟ್ಟಿದೆ. ಅನೇಕ ಸುಗ್ಗಳು ನಾಲ್ಕೆ ಬಾಗಗಳಿಗೆ ಈಜಾಡಲು ಹೋಗಿ ತೊಂದರೆಗೆ ಸಿಲುಕುವುದನ್ನು ತಪ್ಪಿಸಲು ಮಕ್ಕಳನ್ನು ಪ್ರೋತ್ಸಾಹಿಸಲಾಗುತ್ತಿದೆ' ಎಂದು ಗ್ರಂಥಪಾಲಕ ಗಣೇಶ್ ಹೇಳಿದರು. ನಗರ ಪ್ರದೇಶದ ಮಕ್ಕಳಿಗೆ ಸಿಗುವ ಸೌಲಭ್ಯ ಗ್ರಾಮೀಣ ಪ್ರದೇಶದಲ್ಲಿ ಇಲ್ಲ. ಶಿಬಿರ ಇದಕ್ಕೆ ಪೂರಕವಾಗಿದೆ. ಮಕ್ಕಳು ಚಿಕ್ಕವಯಸ್ಸಿನಲ್ಲಿ ಕಲಿಯಲು ಮುಂದಾಗಬೇಕು. ಪಾಲಕರು ಮಕ್ಕಳನ್ನು ಪ್ರೋತ್ಸಾಹಿಸುವುದು ಅಗತ್ಯವಾಗಿದೆ ಎಂದು ಶಿಕ್ಷಕಿ ಹೇಳಿದರು. ಮಕ್ಕಳು ಚಿಕ್ಕದಿತ್ತು ಹೆಚ್ಚು ಜಿದ್ದು (237, 2106, 441, 2307)
constitution-column-2: ಮತದಾನದಿಂದಲೇ ಪ್ರಜಾಪ್ರಭುತ್ವವನ್ನು ರಕ್ಷಿಸಬಹುದಾಗಿದೆ' ಎಂದರು. 'ನಾವು ಚಲಾಯಿಸುವ ಓಟುಗಳಿಗೆ ಮೌಲ್ಯ ಇರಬೇಕೆಂದು ಅಂಬೇಡ್ಕರ್ ಪ್ರತಿಪಾದಿಸಿದ್ದರು. ಅಂಬೇಡ್ಕರ್ ಸಾರಿದ ಸಿದ್ಧಾಂತಗಳನ್ನು ನಾವು ಉಳಿಸಿಕೊಂಡು ಹೋಗಬೇಕು. ಮತಗಳನ್ನು ಸಹಬಿತ್ತುಗಳಿಗೆ ಮಾರಿಕೊಳ್ಳಬಾರದು ಎಂಬುದು ಅಂಬೇಡ್ಕರ್ ಸಿದ್ಧಾಂತವಾಗಿತ್ತು' ಎಂದರು. ಕಾರ್ಯಕ್ರಮ ಉದ್ಘಾಟಿಸಿದ ಎಸ್‌ಎಂಎಲ್ ತಿಪ್ಪೇಸ್ವಾಮಿ, 'ಅಕ್ಷರ ವಂಚಿತ ದಲಿತ ಜನಾಂಗದವರ ಬಾಳಿಕೆ ಬೆಳಕಾದವರು ಅಂಬೇಡ್ಕರ್. ಅವರ ಸಮಾಜ ಮತ್ತು ಕುಟುಂಬವನ್ನು ರಕ್ಷಿಸಲು ಶಿಕ್ಷಣದ ಮಹತ್ವವನ್ನು (234, 1460, 440, 1643)
constitution-headline: ಸಂವಿಧಾನ ಉಳಿಸಿಕೊಳ್ಳುವುದು ಎಲ್ಲರ ಹೊಣೆ: ಮಹೇಶ್ (24, 1146, 652, 1187)
lake-column-4: ಕೆರೆಗಳ ನೀರು ಕುಡಿಯಲು ಸೇರಿದಾಗ ಬಳಕೆ ಮಾಡುವುದಿಲ್ಲ. ಆದರೆ ಕೆರೆಗಳ ಹೂಳೆತ್ತಿದರೆ ಸುತ್ತಲಿನ ಕುಡಿಯುವ ನೀರಿನ ಬಾವಿಗಳ ಅಂತರ್ಜಲ ಮಟ್ಟ ಹೆಚ್ಚುತ್ತದೆ' ಎಂದು ತಾಲ್ಲೂಕು ಪಂಚಾಯ್ತಿ ಇಒ ಆರ್.ಎಲ್.ಭಟ್ಟ ತಿಳಿಸಿದರು. ಹೊನ್ನಾವರ ಪಟ್ಟಣ ಪಂಚಾಯಿತಿ ವ್ಯಾಪ್ತಿಯ ಹೆಚ್ಚಿನ ಕೆರೆಗಳಲ್ಲಿ ನಿಜವಾಗಿಯೂ ನಿರ್ವಹಣೆ ಮಾಡದಿದ್ದ ಸುತ್ತಮುತ್ತಲ ಮನೆಗಳ ಕಸದ ತೊಟ್ಟಿಗಳಾಗಿವೆ ಎಂಬ ದೂರುಗಳಿವೆ. ಗ್ರಾಮೀಣ ಭಾಗಗಳಲ್ಲಿ ಕೆರೆಗಳು ಹೂಳು ತುಂಬಿವೆ. ಮಂಕಿ ಗ್ರಾಮದಲ್ಲಿ ೧೧ ಕೆರೆಗಳಿದ್ದರೂ ಗ್ರಾಮದ ಕೆಲವು ಮಜರೆಗಳಲ್ಲಿನ ಮನೆಗಳಿಗೆ ಟ್ಯಾಂಕರ್ ಮೂಲಕ ನೀರು ಪೂರೈಕೆಯಾಗುತ್ತಿರುವ ಸಂಗತಿ ಅಲ್ಲಿನ ಕೆರೆಗಳ ದುಸ್ಥಿತಿಗೆ ಕನ್ನಡಿ ಹಿಡಿಯುತ್ತಿದೆ. 'ರಾಷ್ಟ್ರೀಯ ಹೆದ್ದಾರಿ ಸಮೀಪದ ಮೃತಹಸ ವಿಠ್ಠಲನ ಕೆರೆ ಅಭಿವೃದ್ಧಿಪಡಿಸಬೇಕೆಂಬ ಆರೋಪಿಸಿದ ಕೆರೆ ಅಭಿವೃದ್ಧಿ ಸಮಿತಿಯ ಹಿಂದಿನ ಶಾಸಕರು ಸಾರ್ವಜನಿಕರ ಸಹಕಾರದಿಂದ ೭೦ ಲಕ್ಷ ರೂಪಾಯಿ ಅನುದಾನ ನೀಡಿದ್ದರು. ಆದರೆ ಮತ್ತೆ ಗಟ್ಟಿಗೊಂಡಿದೆ ಎಂಬ ಆರೋಪ ಸ್ಥಳೀಯರದ್ದು' ಎಂದು ಸ್ಥಳೀಯರು ಪ್ರಶ್ನಿಸುತ್ತಾರೆ. 'ದೂರದ ನಗರಗಳಿಂದ ನೂರಾರು ಕೋಟಿ ಖರ್ಚು ಮಾಡಿ ನೀರು ತರುವ ಯೋಜನೆಗೆ ಸ್ವಾಗತ ನೀಡುತ್ತಿದೆ. ಆದರೆ ಕೆರೆ ಹಾಗೂ ಬಾವಿಗಳ ಹೂಳು ತೆಗೆದು ಸ್ಥಳೀಯವಾಗಿ ನೀರಿನ ಸಂಗ್ರಹ ಹಾಗೂ ಅಂತರ್ಜಲ ವೃದ್ಧಿಗೆ ಹೆಚ್ಚಿನ ಕಾರ್ಯ ನಡೆಯುತ್ತಿಲ್ಲ' ಎಂದು ಸ್ಥಳೀಯ ನಿವಾಸಿ ಸಂತೋಷ ಗುಡಿಗಾರ ಅಸಮಾಧಾನ ವ್ಯಕ್ತಪಡಿಸಿದರು. (661, 435, 859, 856)
constitution-event-photo (24, 1212, 664, 1452)
masthead-logo-left (26, 24, 367, 113)
lower-left-rule (18, 1819, 670, 1821)
vertical-divider-top (872, 133, 874, 1129)
vertical-divider-middle (671, 1135, 673, 2368)
lake-column-3: ಎಂಬುದಾಗಿ ಸ್ಥಳೀಯರು ಹೇಳುತ್ತಾರೆ. ಹಳಿಯಾಳ ಪಟ್ಟಣದ ವ್ಯಾಪ್ತಿಯಲ್ಲಿರುವ ೧೧ ಕೆರೆಗಳ ಪೈಕಿ ಬಹುತೇಕ ಪುರಸಭೆಯಿಂದ ನಿರ್ವಹಣೆಯಾಗುತ್ತಿದ್ದರೆ, ಗೌಳಿಗಲ್ಲಿಯ ಕೆರೆ ಮಾತ್ರ ಕಲುಷಿತ ಸ್ಥಿತಿಯಲ್ಲಿದೆ. ಜೌವಗಳು ಕೆರೆ ತೀರಾ ಕರಿಗಿರುವ ಕೂಡಿದೆ. ಗೌಳಿಗಲ್ಲಿಯ ಕೆರೆಯಲ್ಲಿ ತ್ಯಾಜ್ಯಗಳನ್ನು ಎಸೆಯಿದ್ದರಿಂದಾಗಿ ದುರ್ವಾಸನೆ ಬರುತ್ತಿದೆ. ಪಕ್ಕ ಹಚ್ಚಿ, ದಂಡ ವಿಧಿಸಲಾಗುತ್ತಿದೆ. ಆದರೂ ಕಸ ಎಸೆಯುವುದು ಮುಂದುವರಿದಿದೆ. 'ಗೌಳಿಗಲ್ಲಿನ ಕೆರೆಯು ಏಕಾಏಕಿ ಖಾಸಗಿ ವ್ಯಕ್ತಿಗಳು ಒತ್ತುವರಿ ಮಾಡಿದ್ದಾರೆ. ಒತ್ತುವರಿ ತೆರವುಗೊಳಿಸಲು ಕೆಲ ನೋಟಿಸ್ ನೀಡಲಾಗಿದ್ದರೂ ಕೆಲವರು ನ್ಯಾಯಾಲಯದಿಂದ ತಡೆಯಾಜ್ಞೆ ತಂದಿದ್ದಾರೆ' ಎಂದು ಪುರಸಭೆ ಪರಿಸರ ಎಂಜಿನಿಯರ್ ದರ್ಶನ ಬಿ.ಎಸ್ ಹೇಳಿದರು. ಅಂಕೋಲಾ ಪಟ್ಟಣದಲ್ಲಿ ಭಾವಿಕೇರಿಯಲ್ಲಿಯ ಕೆರೆ ಎಂಬ ಐತಿಹಾಸಿಕ ಕೆರೆ ಅಭಿವೃದ್ಧಿ ಮಾಡದೆ ವರ್ಷದ ಹಿಂದೆ ಆಸ್ತಿಕಕ್ಷಾರ ಕೆರೆ ನಿರ್ಮಾಣ ಮಾಡಿದ್ದಾರೆ. ಆದರೆ ಸೂಕ್ತ ನಿರ್ವಹಣೆ ಮಾಡದೆ ಈ ಕೆರೆಯಲ್ಲಿ ಬೇಸಿಗೆಯಲ್ಲಿ ನೀರು ಕಾಣಬಹುದು ಎನ್ನುತ್ತಾರೆ ಸ್ಥಳೀಯರು. ಕುಮಟಾ ತಾಲ್ಲೂಕಿನ ಬಾಡ, ಕಾಗಾಲ, ನಾಡುಮಾಸ್ಕೇರಿ ಹಾಗೂ ವಾಲಗಳ್ಳಿ ಗ್ರಾಮ ಪಂಚಾಯ್ತಿ ವ್ಯಾಪ್ತಿಯಲ್ಲಿ ತಲಾ ಒಂದೊಂದು ಕೆರೆಯ ಹೂಳೆತ್ತುವ ಕಾರ್ಯವನ್ನು ಉದ್ಯೋಗ ಖಾತರಿ ಯೋಜನೆಯಡಿ ಕೈಗೊಳ್ಳಲಾಗಿದೆ. 'ಗ್ರಾಮ ಪಂಚಾಯ್ತಿ ವ್ಯಾಪ್ತಿಯಲ್ಲಿ (453, 435, 649, 839)
bus-column-2: ಕೆಲ ದಿನಗಳ ಬಳಿಕ ಬಸ್ ಸಂಚಾರ ಸ್ಥಗಿತಗೊಂಡ ಕಾರಣ ಬಹುತೇಕ ಕಡೆ ಸಮರ್ಪಕ ನಿರ್ವಹಣೆ ಇಲ್ಲದೆ ಹಾಳಾದವು. ಹಲವೆಡೆ ಬಳಕೆ ಆಗದೆ ಮದ್ಯವ್ಯಸನಿಗಳ ಅಡ್ಡೆಯಾಗಿ ಮಾರ್ಪಟ್ಟಿವೆ. ಜೊತೆಗೆ ಅಲ್ಲಿ ಕಸದ ರಾಶಿ ಸಂಗ್ರಹಗೊಂಡಿವೆ. ಜಿಲ್ಲಾ ಆಸ್ಪತ್ರೆ, ಬಾಲಕರ ಸರ್ಕಾರಿ ಪದವಿ ಪೂರ್ವ ಕಾಲೇಜು, ಚಳ್ಳಕೆರೆ ಗೇಟ್, ಜೆಸಿಆರ್ ಮುಖ್ಯ ರಸ್ತೆ ಸೇರಿದಂತೆ ವಿವಿಧ ಅಭಿವೃದ್ಧಿ ಯೋಜನೆಯಡಿ ಲಕ್ಷಾಂತರ ರೂಪಾಯಿ ವೆಚ್ಚದಲ್ಲಿ ನಿರ್ಮಿಸಿದ್ದ ತಂಗುದಾಣಗಳನ್ನು ಸಿ.ಸಿ. ರಸ್ತೆ ಕಾಮಗಾರಿ ನೆಪದಲ್ಲಿ ತೆರವುಗೊಳಿಸಲಾಯಿತು. ಬಳಿಕ ಅದೇ ಸ್ಥಳದಲ್ಲಿ ಮರುನಿರ್ಮಾಣಕ್ಕೆ ಕ್ರಮ ಕೈಗೊಂಡಿಲ್ಲ. ಗ್ರಾಮೀಣ ಭಾಗದಲ್ಲಿ ನಿರ್ಮಿಸಿರುವ ತಂಗುದಾಣಗಳು ಪ್ರಯಾಣಿಕರಿಗೆ ಅನುಕೂಲವಾಗಿಲ್ಲ. ಜಿಲ್ಲಾ ಪಂಚಾಯಿತಿ ಮುಂಭಾಗ, ಒನಕೆ ಓಬವ್ವ ಕ್ರೀಡಾಂಗಣ ರಸ್ತೆ, ಮೇದೆಹಳ್ಳಿ ರಸ್ತೆ, ತುರುವನೂರು ರಸ್ತೆಯಲ್ಲಿ ತಂಗುದಾಣಗಳು ಹೆಸರಿಗೆ ಮಾತ್ರ ಇವೆ. ಭರಮಸಾಗರ ಹೋಬಳಿ ವ್ಯಾಪ್ತಿಯಲ್ಲಿ ಒಂದೇ ಒಂದು ಪ್ರಯಾಣಿಕರ ತಂಗುದಾಣ ಇಲ್ಲ. ಜಿಲ್ಲೆಯ ಪ್ರಮುಖ ಹೋಬಳಿ ಕೇಂದ್ರವಾದ ಭರಮಸಾಗರದಲ್ಲಿ ನಿತ್ಯ ಸಾವಿರಾರು ಜನ ಪ್ರಯಾಣಿಕರು (1099, 512, 1298, 848)
dance-headline: ಮೂರು ದಿನ ಅರ್ಥಪೂರ್ಣ ಆಚರಣೆಗೆ ಸಿದ್ಧತೆ; ನೃತ ರೂಪಕದ ಮೆರಗು (681, 1146, 1441, 1186)
dance-photo (896, 1212, 1286, 1413)
lake-column-1: ಕಾರವಾರ: ನಗರ, ಗ್ರಾಮೀಣ ಭಾಗದಲ್ಲಿರುವ ಕೆರೆಗಳ ನಿರ್ವಹಣೆಯ ವಿಚಾರದಲ್ಲಿ ಆಡಳಿತ ವ್ಯವಸ್ಥೆ ಎಡವಿದೆ ಎಂಬ ಆರೋಪ ಆಗಾಗ ಜನರಿಂದ ಕೇಳಿಬರುತ್ತಿದೆ. ಹೆಚ್ಚು ಜಿಲ್ಲೆಯ ವಿವಿಧೆಡೆಯಲ್ಲಿನ ಕೆರೆಗಳ ದುಸ್ಥಿತಿಯು ಈ ಆರೋಪ ಪುಷ್ಟೀಕರಿಸುತ್ತಿದೆ. ನಗರ ಸ್ಥಳೀಯ ಸಂಸ್ಥೆಗಳಿಂದ ನಿರ್ವಹಿಸಲ್ಪಡಬೇಕಿದ್ದ ಕೆರೆಗಳೇ ಬಹುಪಾಲು ದುಸ್ಥಿತಿಯಲ್ಲಿವೆ. ಕಸ ಎಸೆಯುವ ಮೂಲಕ ಕೆರೆಗಳನ್ನು ಕಸದ ತೊಟ್ಟಿಯನ್ನಾಗಿ ಪರಿವರ್ತಿಸಲಾಗುತ್ತಿದೆ. ಹಳಿಯಾಳ, ಮುಂಡಗೋಡ ಭಾಗದಲ್ಲಿ ಹತ್ತಾರು ಕೆರೆಗಳಿದ್ದರೂ ನಿರ್ವಹಣೆ ಇಲ್ಲದ ಪರಿಣಾಮ ಆ ಭಾಗದಲ್ಲಿ ಬೇಸಿಗೆಯಲ್ಲಿ ನೀರಿಗೆ ಬರ ಉಂಟಾಗಿದೆ. ಕಾರವಾರದ ಮಾಜಾಳಿ ಸಮೀಪದ ದೇವತಿಕೆರ್ರಾ ಕೆರೆ, ಸದಾಶಿವಗಡದ ಕಾಳಿ ನದಿ ತೀರದ ಕೆರೆಗಳ ನಿರ್ವಹಣೆ ಕೊರತೆ ಉದ್ಯೋಗಕ್ಕೆ ಬಾಧಿಸುವಂತಿದೆ ಎಂಬುದು ಸ್ಥಳೀಯರ ದೂರು. ಜಿಲ್ಲೆಯಲ್ಲಿನ ಕೆರೆಗಳನ್ನು ಸರಿಯಾಗಿ ಹೂಳೆತ್ತಿ ನಿರ್ವಹಣೆ ಮಾಡದೇ ಅಂತರ್ಜಲ ವೃದ್ಧಿಗೆ ಅನುಕೂಲವಾಗಿಲ್ಲ. ಇದರಿಂದ ಕೆರೆಯ ಸುತ್ತಮುತ್ತಲಿನ ನೂರಾರು ಎಕರೆ ಪ್ರದೇಶದಲ್ಲಿರುವ ತೋಟಗಳಿಗೆ ನೀರಿನ ಬವಣೆ ಕಟ್ಟಿಹಾಕುವ ಸಾಧ್ಯತೆ ಎಂಬುದು ತಜ್ಞರ ಅಭಿಪ್ರಾಯ. ಶಿರಸಿ ತಾಲ್ಲೂಕಿನ ಕಲಕರಡಿ, ಅಂಡಗಿ, ದಾಸನಕೊಪ್ಪ, ಬನವಾಸಿ, ಬೆಂಗಳೆ, ಉಂಚಳ್ಳಿ, ಕೆರೆಕೊಪ್ಪ ಏಕ್ಕಂಬಿ ಭಾಗದಲ್ಲಿನ ಕೆರೆ ಹೂಳಿನಿಂದ ಕೂಡಿವೆ. ನಗರದ ಹಾಲೂರಿನಿಂದ ಕೆರೆ ಕಲ್ಲುಗಳಿಗೆ (24, 435, 222, 839)
